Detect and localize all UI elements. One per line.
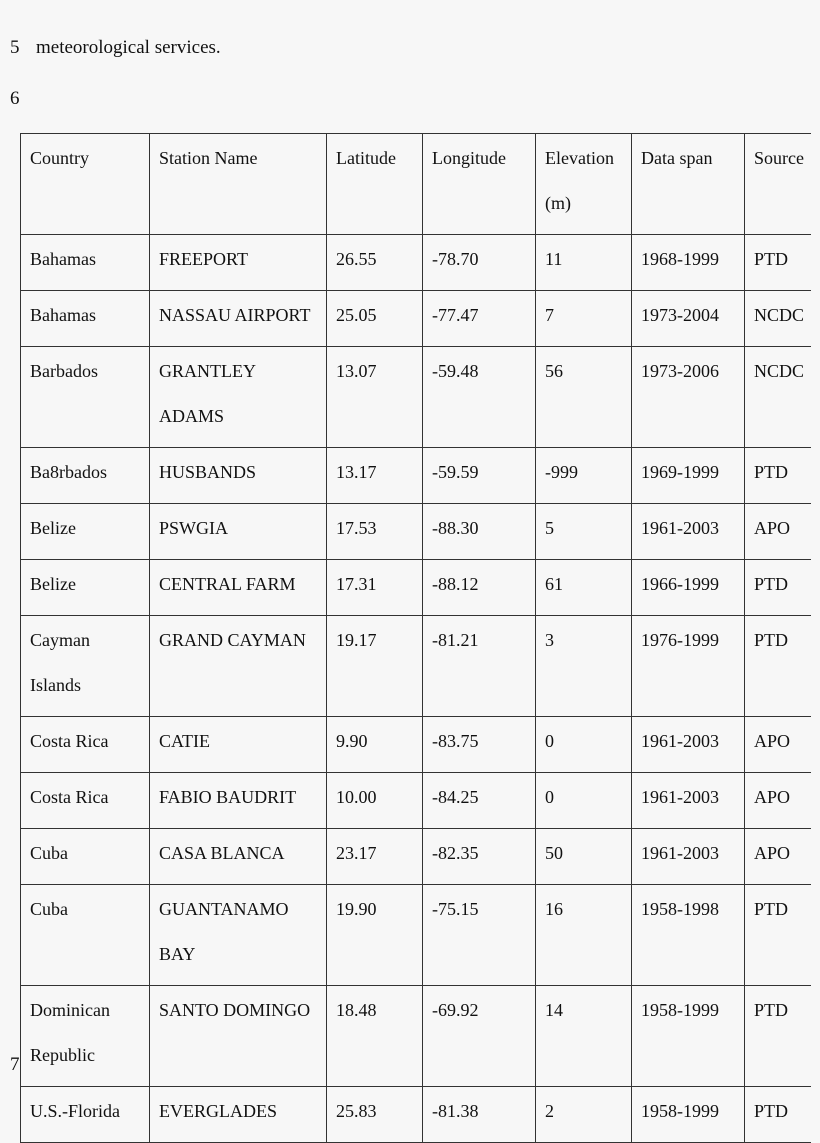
header-country: Country	[21, 134, 150, 235]
cell-data-span: 1968-1999	[632, 235, 745, 291]
table-row	[21, 885, 811, 986]
cell-elevation: 56	[536, 347, 632, 448]
cell-latitude: 13.17	[327, 448, 423, 504]
table-row	[21, 717, 811, 773]
cell-country: Ba8rbados	[21, 448, 150, 504]
cell-source: APO	[745, 829, 811, 885]
cell-longitude: -88.30	[423, 504, 536, 560]
cell-latitude: 25.83	[327, 1087, 423, 1143]
cell-source: PTD	[745, 448, 811, 504]
cell-data-span: 1973-2004	[632, 291, 745, 347]
cell-data-span: 1973-2006	[632, 347, 745, 448]
cell-data-span: 1958-1999	[632, 986, 745, 1087]
header-latitude: Latitude	[327, 134, 423, 235]
header-data-span: Data span	[632, 134, 745, 235]
table-row	[21, 560, 811, 616]
cell-elevation: 16	[536, 885, 632, 986]
cell-station-name: SANTO DOMINGO	[150, 986, 327, 1087]
cell-country: Cuba	[21, 829, 150, 885]
cell-latitude: 13.07	[327, 347, 423, 448]
cell-station-name: EVERGLADES	[150, 1087, 327, 1143]
cell-elevation: 11	[536, 235, 632, 291]
table-row	[21, 986, 811, 1087]
cell-country: U.S.-Florida	[21, 1087, 150, 1143]
cell-longitude: -84.25	[423, 773, 536, 829]
table-row	[21, 773, 811, 829]
station-table	[20, 133, 811, 1143]
cell-station-name: CASA BLANCA	[150, 829, 327, 885]
cell-country: Cuba	[21, 885, 150, 986]
cell-station-name: HUSBANDS	[150, 448, 327, 504]
cell-country: Costa Rica	[21, 773, 150, 829]
cell-data-span: 1961-2003	[632, 829, 745, 885]
cell-station-name: FREEPORT	[150, 235, 327, 291]
cell-elevation: 14	[536, 986, 632, 1087]
table-header-row	[21, 134, 811, 235]
cell-elevation: 2	[536, 1087, 632, 1143]
cell-elevation: -999	[536, 448, 632, 504]
cell-longitude: -59.59	[423, 448, 536, 504]
cell-latitude: 17.31	[327, 560, 423, 616]
cell-source: PTD	[745, 885, 811, 986]
cell-country: Bahamas	[21, 291, 150, 347]
cell-longitude: -81.38	[423, 1087, 536, 1143]
cell-country: Belize	[21, 504, 150, 560]
cell-longitude: -83.75	[423, 717, 536, 773]
cell-source: APO	[745, 717, 811, 773]
table-row	[21, 235, 811, 291]
cell-source: PTD	[745, 560, 811, 616]
cell-data-span: 1969-1999	[632, 448, 745, 504]
cell-data-span: 1976-1999	[632, 616, 745, 717]
cell-source: PTD	[745, 986, 811, 1087]
line-number: 5	[10, 37, 20, 58]
header-elevation: Elevation (m)	[536, 134, 632, 235]
cell-latitude: 9.90	[327, 717, 423, 773]
cell-source: APO	[745, 504, 811, 560]
cell-latitude: 10.00	[327, 773, 423, 829]
cell-elevation: 0	[536, 717, 632, 773]
table-row	[21, 829, 811, 885]
line-number: 6	[10, 88, 20, 109]
cell-station-name: FABIO BAUDRIT	[150, 773, 327, 829]
cell-country: Cayman Islands	[21, 616, 150, 717]
cell-station-name: NASSAU AIRPORT	[150, 291, 327, 347]
cell-elevation: 3	[536, 616, 632, 717]
cell-elevation: 5	[536, 504, 632, 560]
line-number: 7	[10, 1054, 20, 1075]
header-longitude: Longitude	[423, 134, 536, 235]
cell-station-name: PSWGIA	[150, 504, 327, 560]
table-row	[21, 616, 811, 717]
cell-source: PTD	[745, 235, 811, 291]
cell-latitude: 18.48	[327, 986, 423, 1087]
cell-longitude: -78.70	[423, 235, 536, 291]
cell-station-name: CATIE	[150, 717, 327, 773]
line-6	[10, 88, 36, 110]
cell-longitude: -82.35	[423, 829, 536, 885]
cell-station-name: GRAND CAYMAN	[150, 616, 327, 717]
cell-latitude: 23.17	[327, 829, 423, 885]
cell-longitude: -77.47	[423, 291, 536, 347]
cell-station-name: GUANTANAMO BAY	[150, 885, 327, 986]
cell-country: Barbados	[21, 347, 150, 448]
cell-elevation: 61	[536, 560, 632, 616]
cell-longitude: -69.92	[423, 986, 536, 1087]
cell-country: Dominican Republic	[21, 986, 150, 1087]
table-row	[21, 1087, 811, 1143]
cell-source: NCDC	[745, 347, 811, 448]
cell-latitude: 17.53	[327, 504, 423, 560]
cell-latitude: 19.90	[327, 885, 423, 986]
line-text: meteorological services.	[36, 37, 221, 58]
cell-source: NCDC	[745, 291, 811, 347]
cell-elevation: 50	[536, 829, 632, 885]
cell-data-span: 1961-2003	[632, 504, 745, 560]
cell-data-span: 1966-1999	[632, 560, 745, 616]
table-row	[21, 291, 811, 347]
cell-longitude: -75.15	[423, 885, 536, 986]
header-station-name: Station Name	[150, 134, 327, 235]
cell-latitude: 25.05	[327, 291, 423, 347]
cell-station-name: CENTRAL FARM	[150, 560, 327, 616]
cell-data-span: 1961-2003	[632, 717, 745, 773]
cell-data-span: 1958-1998	[632, 885, 745, 986]
cell-elevation: 0	[536, 773, 632, 829]
cell-longitude: -59.48	[423, 347, 536, 448]
cell-country: Belize	[21, 560, 150, 616]
cell-source: APO	[745, 773, 811, 829]
cell-latitude: 26.55	[327, 235, 423, 291]
header-source: Source	[745, 134, 811, 235]
cell-longitude: -81.21	[423, 616, 536, 717]
cell-country: Costa Rica	[21, 717, 150, 773]
cell-country: Bahamas	[21, 235, 150, 291]
cell-latitude: 19.17	[327, 616, 423, 717]
line-5	[10, 37, 221, 59]
cell-source: PTD	[745, 1087, 811, 1143]
line-7	[10, 1054, 36, 1076]
cell-longitude: -88.12	[423, 560, 536, 616]
cell-source: PTD	[745, 616, 811, 717]
table-row	[21, 448, 811, 504]
cell-elevation: 7	[536, 291, 632, 347]
table-row	[21, 504, 811, 560]
cell-data-span: 1961-2003	[632, 773, 745, 829]
cell-station-name: GRANTLEY ADAMS	[150, 347, 327, 448]
cell-data-span: 1958-1999	[632, 1087, 745, 1143]
table-row	[21, 347, 811, 448]
